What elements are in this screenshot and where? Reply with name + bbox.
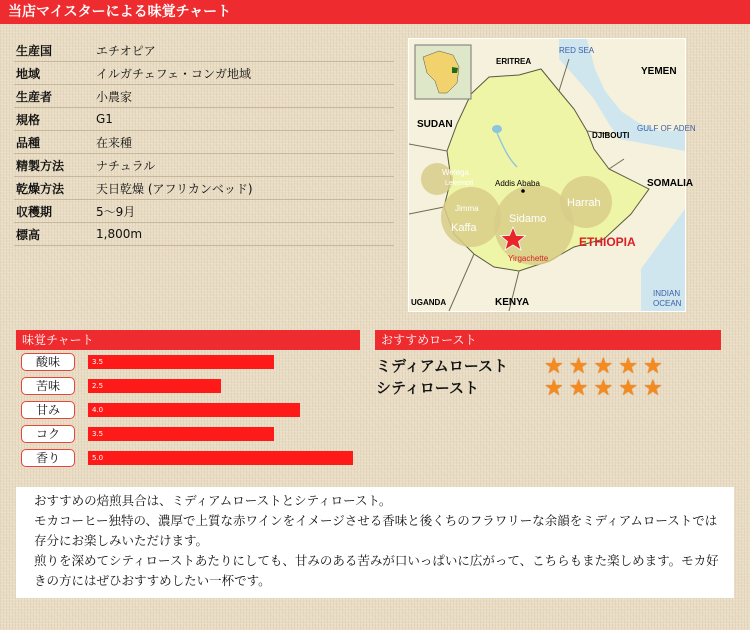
star-icon: ★ (593, 376, 614, 401)
spec-value: 1,800m (96, 227, 143, 241)
spec-row (14, 85, 394, 108)
taste-bar (88, 379, 221, 393)
spec-value: 小農家 (96, 89, 133, 104)
spec-row (14, 223, 394, 246)
roast-header: おすすめロースト (375, 330, 721, 350)
taste-label: 甘み (21, 401, 75, 419)
inset-ethiopia-marker (452, 67, 458, 73)
map-label-indian: INDIAN (653, 289, 681, 298)
taste-track (88, 427, 353, 441)
taste-track (88, 355, 353, 369)
map-label-yemen: YEMEN (641, 66, 677, 77)
taste-label: 酸味 (21, 353, 75, 371)
spec-value: エチオピア (96, 43, 156, 58)
map-label-uganda: UGANDA (411, 298, 447, 307)
taste-bar (88, 355, 274, 369)
taste-value: 4.0 (92, 406, 104, 414)
star-icon: ★ (593, 354, 614, 379)
spec-row (14, 108, 394, 131)
spec-row (14, 62, 394, 85)
spec-row (14, 177, 394, 200)
spec-label: 乾燥方法 (16, 181, 65, 196)
spec-label: 生産者 (16, 89, 53, 104)
spec-label: 生産国 (16, 43, 53, 58)
taste-label: 苦味 (21, 377, 75, 395)
map-label-ocean: OCEAN (653, 299, 682, 308)
spec-label: 規格 (16, 112, 41, 127)
star-icon: ★ (568, 376, 589, 401)
taste-track (88, 379, 353, 393)
spec-label: 収穫期 (16, 204, 53, 219)
spec-value: G1 (96, 112, 113, 126)
map-label-sidamo: Sidamo (509, 213, 547, 225)
map-label-ethiopia: ETHIOPIA (579, 235, 636, 249)
description-paragraph: モカコーヒー独特の、濃厚で上質な赤ワインをイメージさせる香味と後くちのフラワリーな余韻をミディアムローストでは存分にお楽しみいただけます。 (34, 513, 718, 548)
map-label-djibouti: DJIBOUTI (592, 131, 630, 140)
spec-row (14, 131, 394, 154)
star-icon: ★ (618, 376, 638, 401)
map-label-eritrea: ERITREA (496, 57, 532, 66)
jimma-region (441, 187, 501, 247)
spec-row (14, 39, 394, 62)
taste-value: 2.5 (92, 382, 104, 390)
star-icon: ★ (642, 376, 663, 401)
map-label-lekempti: Lekempti (445, 180, 474, 187)
taste-bar (88, 451, 353, 465)
description-paragraph: 煎りを深めてシティローストあたりにしても、甘みのある苦みが口いっぱいに広がって、こちらもまた楽しめます。モカ好きの方にはぜひおすすめしたい一杯です。 (34, 553, 719, 588)
spec-value: 在来種 (96, 135, 133, 150)
map-label-sudan: SUDAN (417, 119, 453, 130)
map-label-red-sea: RED SEA (559, 46, 595, 55)
taste-track (88, 403, 353, 417)
spec-label: 地域 (16, 66, 41, 81)
taste-bar (88, 403, 300, 417)
description-box (16, 487, 734, 598)
map-label-somalia: SOMALIA (647, 178, 694, 189)
taste-track (88, 451, 353, 465)
spec-value: 5～9月 (96, 204, 136, 219)
star-icon: ★ (568, 354, 589, 379)
roast-rating (544, 356, 663, 378)
map-label-gulf-of-aden: GULF OF ADEN (637, 124, 696, 133)
spec-value: ナチュラル (96, 158, 156, 173)
taste-chart-header: 味覚チャート (16, 330, 360, 350)
spec-label: 品種 (16, 135, 41, 150)
taste-label: コク (21, 425, 75, 443)
roast-rating (544, 378, 663, 400)
lake-tana (492, 125, 502, 133)
taste-bar (88, 427, 274, 441)
taste-label: 香り (21, 449, 75, 467)
spec-value: 天日乾燥 (アフリカンベッド) (96, 181, 253, 196)
taste-value: 3.5 (92, 358, 104, 366)
ethiopia-map (408, 38, 696, 312)
star-icon: ★ (642, 354, 663, 379)
map-label-harrah: Harrah (567, 197, 601, 209)
spec-label: 標高 (16, 227, 41, 242)
map-label-addis-ababa: Addis Ababa (495, 179, 540, 188)
roast-name: ミディアムロースト (376, 357, 509, 375)
map-label-yirgachette: Yirgachette (508, 254, 549, 263)
spec-row (14, 154, 394, 177)
taste-value: 3.5 (92, 430, 104, 438)
taste-value: 5.0 (92, 454, 104, 462)
map-label-jimma: Jimma (455, 204, 479, 213)
star-icon: ★ (544, 376, 564, 401)
star-icon: ★ (544, 354, 564, 379)
map-label-kenya: KENYA (495, 297, 530, 308)
roast-name: シティロースト (376, 379, 480, 397)
spec-row (14, 200, 394, 223)
map-label-welega: Welega (442, 168, 469, 177)
page-title: 当店マイスターによる味覚チャート (0, 0, 750, 24)
map-label-kaffa: Kaffa (451, 222, 477, 234)
spec-value: イルガチェフェ・コンガ地域 (96, 66, 252, 81)
addis-ababa-dot (521, 189, 525, 193)
spec-table (14, 39, 394, 246)
spec-label: 精製方法 (16, 158, 65, 173)
description-paragraph: おすすめの焙煎具合は、ミディアムローストとシティロースト。 (34, 493, 392, 508)
star-icon: ★ (618, 354, 638, 379)
